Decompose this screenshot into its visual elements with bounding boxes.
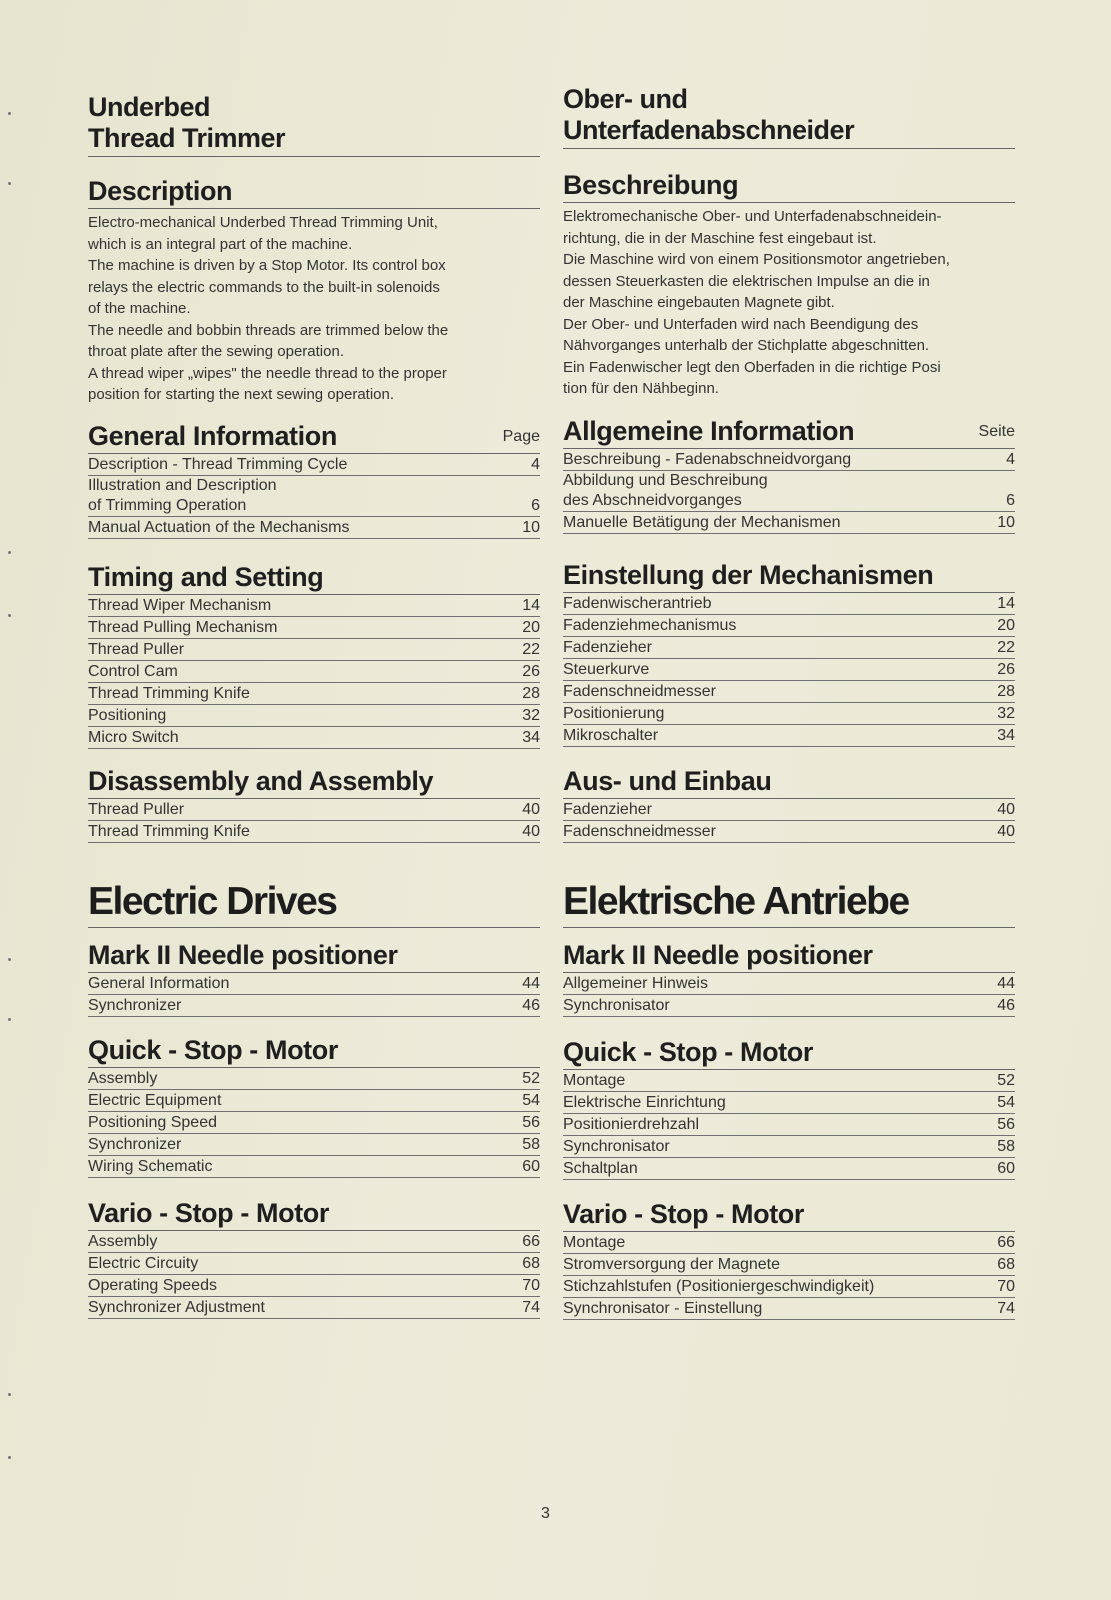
margin-speck	[8, 1018, 11, 1021]
toc-entry-page: 34	[522, 729, 540, 746]
toc-entry-label: Positionierung	[563, 705, 665, 722]
toc-entry	[88, 617, 540, 639]
en-general-toc	[88, 454, 540, 539]
toc-entry-label: Thread Trimming Knife	[88, 685, 250, 702]
toc-entry-page: 66	[522, 1233, 540, 1250]
toc-entry	[563, 1114, 1015, 1136]
margin-speck	[8, 1393, 11, 1396]
toc-entry-label: Operating Speeds	[88, 1277, 217, 1294]
toc-entry-page: 14	[522, 597, 540, 614]
toc-entry-page: 4	[531, 456, 540, 473]
toc-entry-label: Fadenwischerantrieb	[563, 595, 712, 612]
toc-entry	[563, 995, 1015, 1017]
toc-entry-label: Manual Actuation of the Mechanisms	[88, 519, 350, 536]
de-general-section	[563, 416, 1015, 534]
toc-entry-page: 6	[531, 497, 540, 514]
toc-entry	[563, 593, 1015, 615]
toc-entry-label: Thread Pulling Mechanism	[88, 619, 278, 636]
description-line: Der Ober- und Unterfaden wird nach Beendigung des	[563, 315, 919, 333]
en-disassembly-section	[88, 766, 540, 843]
toc-entry	[563, 681, 1015, 703]
toc-entry-label: Synchronisator - Einstellung	[563, 1300, 763, 1317]
de-description-section	[563, 170, 1015, 400]
de-description-heading: Beschreibung	[563, 170, 1015, 203]
toc-entry-page: 28	[522, 685, 540, 702]
toc-entry	[88, 1068, 540, 1090]
toc-entry-label: Fadenziehmechanismus	[563, 617, 737, 634]
toc-entry-page: 6	[1006, 492, 1015, 509]
en-electric-drives	[88, 880, 540, 928]
description-line: der Maschine eingebauten Magnete gibt.	[563, 294, 835, 311]
toc-entry-label: Control Cam	[88, 663, 178, 680]
toc-entry-label: Steuerkurve	[563, 661, 650, 678]
toc-entry	[88, 454, 540, 476]
toc-entry-page: 60	[522, 1158, 540, 1175]
en-timing-heading: Timing and Setting	[88, 562, 540, 595]
en-quick-heading: Quick - Stop - Motor	[88, 1035, 540, 1068]
description-line: Ein Fadenwischer legt den Oberfaden in die richtige Posi	[563, 358, 941, 376]
toc-entry-page: 68	[997, 1256, 1015, 1273]
toc-entry-page: 52	[522, 1070, 540, 1087]
toc-entry	[563, 725, 1015, 747]
de-quick-heading: Quick - Stop - Motor	[563, 1037, 1015, 1070]
en-general-heading: General Information Page	[88, 421, 540, 454]
de-disassembly-toc	[563, 799, 1015, 843]
toc-entry	[88, 799, 540, 821]
toc-entry-label: Thread Puller	[88, 801, 185, 818]
margin-speck	[8, 182, 11, 185]
de-mark2-toc	[563, 973, 1015, 1017]
toc-entry-label: Montage	[563, 1234, 626, 1251]
toc-entry-page: 44	[997, 975, 1015, 992]
en-vario-heading: Vario - Stop - Motor	[88, 1198, 540, 1231]
toc-entry-label: Allgemeiner Hinweis	[563, 975, 708, 992]
toc-entry-label: Montage	[563, 1072, 626, 1089]
toc-entry-label: Micro Switch	[88, 729, 179, 746]
de-quick-toc	[563, 1070, 1015, 1180]
toc-entry-label: Wiring Schematic	[88, 1158, 213, 1175]
toc-entry-page: 20	[522, 619, 540, 636]
toc-entry	[88, 1253, 540, 1275]
toc-entry-label: Fadenzieher	[563, 801, 652, 818]
de-title-line2: Unterfadenabschneider	[563, 115, 1015, 149]
toc-entry-label: Synchronizer	[88, 1136, 182, 1153]
toc-entry-label: Thread Puller	[88, 641, 185, 658]
toc-entry	[88, 727, 540, 749]
toc-entry-page: 58	[522, 1136, 540, 1153]
description-line: relays the electric commands to the built-in solenoids	[88, 278, 440, 296]
toc-entry-page: 54	[997, 1094, 1015, 1111]
toc-entry	[563, 973, 1015, 995]
de-electric-drives-title: Elektrische Antriebe	[563, 880, 1015, 928]
toc-entry-page: 70	[522, 1277, 540, 1294]
de-mark2-heading: Mark II Needle positioner	[563, 940, 1015, 973]
toc-entry-page: 46	[522, 997, 540, 1014]
toc-entry	[563, 512, 1015, 534]
toc-entry-label: Elektrische Einrichtung	[563, 1094, 726, 1111]
toc-entry-page: 4	[1006, 451, 1015, 468]
toc-entry-page: 10	[997, 514, 1015, 531]
toc-entry-label: Illustration and Description	[88, 477, 277, 494]
toc-entry	[88, 517, 540, 539]
description-line: The needle and bobbin threads are trimmed below the	[88, 321, 449, 339]
toc-entry-label: Beschreibung - Fadenabschneidvorgang	[563, 451, 852, 468]
toc-entry-label: Thread Trimming Knife	[88, 823, 250, 840]
de-document-title	[563, 84, 1015, 149]
toc-entry-label: Description - Thread Trimming Cycle	[88, 456, 348, 473]
de-disassembly-section	[563, 766, 1015, 843]
description-line: of the machine.	[88, 300, 191, 317]
toc-entry	[563, 1276, 1015, 1298]
de-title-line1: Ober- und	[563, 84, 688, 114]
en-mark2-toc	[88, 973, 540, 1017]
toc-entry	[88, 476, 540, 517]
toc-entry	[88, 995, 540, 1017]
toc-entry-page: 40	[522, 801, 540, 818]
toc-entry-page: 70	[997, 1278, 1015, 1295]
toc-entry-label: Electric Circuity	[88, 1255, 199, 1272]
en-disassembly-toc	[88, 799, 540, 843]
toc-entry-label: Synchronisator	[563, 1138, 670, 1155]
toc-entry-label: Stromversorgung der Magnete	[563, 1256, 780, 1273]
toc-entry-label: Positioning	[88, 707, 167, 724]
toc-entry-page: 10	[522, 519, 540, 536]
toc-entry	[563, 1298, 1015, 1320]
toc-entry-label: Positionierdrehzahl	[563, 1116, 700, 1133]
toc-entry	[88, 973, 540, 995]
toc-entry	[563, 1232, 1015, 1254]
toc-entry	[88, 1275, 540, 1297]
description-line: The machine is driven by a Stop Motor. Its control box	[88, 257, 446, 274]
toc-entry-label-continued: des Abschneidvorganges	[563, 492, 742, 509]
toc-entry	[563, 471, 1015, 512]
toc-entry-label: Manuelle Betätigung der Mechanismen	[563, 514, 841, 531]
toc-entry-page: 68	[522, 1255, 540, 1272]
margin-speck	[8, 112, 11, 115]
en-timing-toc	[88, 595, 540, 749]
toc-entry-page: 56	[522, 1114, 540, 1131]
toc-entry-page: 56	[997, 1116, 1015, 1133]
margin-speck	[8, 1456, 11, 1459]
toc-entry	[563, 703, 1015, 725]
de-general-toc	[563, 449, 1015, 534]
en-disassembly-heading: Disassembly and Assembly	[88, 766, 540, 799]
toc-entry-page: 28	[997, 683, 1015, 700]
description-line: Die Maschine wird von einem Positionsmotor angetrieben,	[563, 251, 950, 268]
en-description-text	[88, 212, 540, 406]
de-timing-toc	[563, 593, 1015, 747]
toc-entry-page: 54	[522, 1092, 540, 1109]
toc-entry-label-continued: of Trimming Operation	[88, 497, 247, 514]
toc-entry-page: 34	[997, 727, 1015, 744]
toc-entry	[88, 661, 540, 683]
toc-entry-label: Assembly	[88, 1233, 158, 1250]
toc-entry-page: 44	[522, 975, 540, 992]
de-mark2-section	[563, 940, 1015, 1017]
toc-entry-page: 40	[997, 801, 1015, 818]
toc-entry-page: 14	[997, 595, 1015, 612]
toc-entry	[563, 1158, 1015, 1180]
en-electric-drives-title: Electric Drives	[88, 880, 540, 928]
toc-entry	[88, 1112, 540, 1134]
description-line: which is an integral part of the machine.	[88, 235, 353, 253]
toc-entry-label: Fadenschneidmesser	[563, 823, 716, 840]
toc-entry-label: Fadenzieher	[563, 639, 652, 656]
en-quick-toc	[88, 1068, 540, 1178]
toc-entry-page: 26	[522, 663, 540, 680]
description-line: Nähvorganges unterhalb der Stichplatte abgeschnitten.	[563, 337, 930, 354]
toc-entry	[563, 449, 1015, 471]
toc-entry	[88, 1297, 540, 1319]
toc-entry-page: 26	[997, 661, 1015, 678]
de-vario-toc	[563, 1232, 1015, 1320]
toc-entry-label: Positioning Speed	[88, 1114, 217, 1131]
toc-entry-page: 46	[997, 997, 1015, 1014]
page-column-label: Seite	[978, 423, 1015, 440]
toc-entry-page: 22	[997, 639, 1015, 656]
toc-entry-page: 32	[522, 707, 540, 724]
toc-entry	[88, 821, 540, 843]
de-electric-drives	[563, 880, 1015, 928]
toc-entry-label: Fadenschneidmesser	[563, 683, 716, 700]
toc-entry-label: Stichzahlstufen (Positioniergeschwindigkeit)	[563, 1278, 875, 1295]
en-document-title	[88, 92, 540, 157]
toc-entry-label: Abbildung und Beschreibung	[563, 472, 768, 489]
toc-entry-page: 66	[997, 1234, 1015, 1251]
toc-entry-page: 22	[522, 641, 540, 658]
description-line: richtung, die in der Maschine fest eingebaut ist.	[563, 229, 877, 247]
en-timing-section	[88, 562, 540, 749]
toc-entry-page: 20	[997, 617, 1015, 634]
de-general-heading: Allgemeine Information Seite	[563, 416, 1015, 449]
de-description-text	[563, 206, 1015, 400]
toc-entry	[88, 1156, 540, 1178]
toc-entry	[88, 1231, 540, 1253]
toc-entry	[88, 705, 540, 727]
toc-entry-page: 40	[997, 823, 1015, 840]
toc-entry	[563, 1136, 1015, 1158]
en-general-section	[88, 421, 540, 539]
toc-entry	[563, 1070, 1015, 1092]
toc-entry	[88, 595, 540, 617]
toc-entry-label: Electric Equipment	[88, 1092, 222, 1109]
en-description-section	[88, 176, 540, 406]
toc-entry	[563, 821, 1015, 843]
de-timing-heading: Einstellung der Mechanismen	[563, 560, 1015, 593]
description-line: Electro-mechanical Underbed Thread Trimming Unit,	[88, 214, 438, 231]
de-disassembly-heading: Aus- und Einbau	[563, 766, 1015, 799]
toc-entry-page: 58	[997, 1138, 1015, 1155]
toc-entry	[88, 683, 540, 705]
de-vario-heading: Vario - Stop - Motor	[563, 1199, 1015, 1232]
toc-entry-page: 74	[522, 1299, 540, 1316]
description-line: dessen Steuerkasten die elektrischen Impulse an die in	[563, 272, 930, 290]
en-vario-section	[88, 1198, 540, 1319]
toc-entry	[563, 799, 1015, 821]
toc-entry-label: General Information	[88, 975, 230, 992]
description-line: tion für den Nähbeginn.	[563, 380, 719, 397]
description-line: Elektromechanische Ober- und Unterfadenabschneidein-	[563, 208, 942, 225]
toc-entry-page: 60	[997, 1160, 1015, 1177]
page-number: 3	[541, 1505, 550, 1522]
margin-speck	[8, 958, 11, 961]
en-description-heading: Description	[88, 176, 540, 209]
en-title-line2: Thread Trimmer	[88, 123, 540, 157]
en-mark2-section	[88, 940, 540, 1017]
toc-entry-page: 52	[997, 1072, 1015, 1089]
margin-speck	[8, 614, 11, 617]
toc-entry-label: Assembly	[88, 1070, 158, 1087]
description-line: A thread wiper „wipes" the needle thread to the proper	[88, 364, 447, 382]
toc-entry	[563, 1254, 1015, 1276]
en-quick-section	[88, 1035, 540, 1178]
toc-entry	[88, 639, 540, 661]
toc-entry	[88, 1090, 540, 1112]
en-title-line1: Underbed	[88, 92, 211, 122]
toc-entry-label: Mikroschalter	[563, 727, 659, 744]
toc-entry-label: Synchronisator	[563, 997, 670, 1014]
en-mark2-heading: Mark II Needle positioner	[88, 940, 540, 973]
description-line: throat plate after the sewing operation.	[88, 343, 344, 360]
toc-entry-page: 40	[522, 823, 540, 840]
toc-entry-page: 32	[997, 705, 1015, 722]
de-quick-section	[563, 1037, 1015, 1180]
toc-entry-page: 74	[997, 1300, 1015, 1317]
page-column-label: Page	[502, 428, 540, 445]
toc-entry	[563, 637, 1015, 659]
toc-entry-label: Thread Wiper Mechanism	[88, 597, 272, 614]
de-vario-section	[563, 1199, 1015, 1320]
toc-entry-label: Synchronizer Adjustment	[88, 1299, 265, 1316]
toc-entry-label: Synchronizer	[88, 997, 182, 1014]
toc-entry	[563, 1092, 1015, 1114]
toc-entry	[563, 615, 1015, 637]
toc-entry	[563, 659, 1015, 681]
toc-entry-label: Schaltplan	[563, 1160, 638, 1177]
toc-entry	[88, 1134, 540, 1156]
margin-speck	[8, 551, 11, 554]
de-timing-section	[563, 560, 1015, 747]
description-line: position for starting the next sewing operation.	[88, 386, 395, 403]
en-vario-toc	[88, 1231, 540, 1319]
